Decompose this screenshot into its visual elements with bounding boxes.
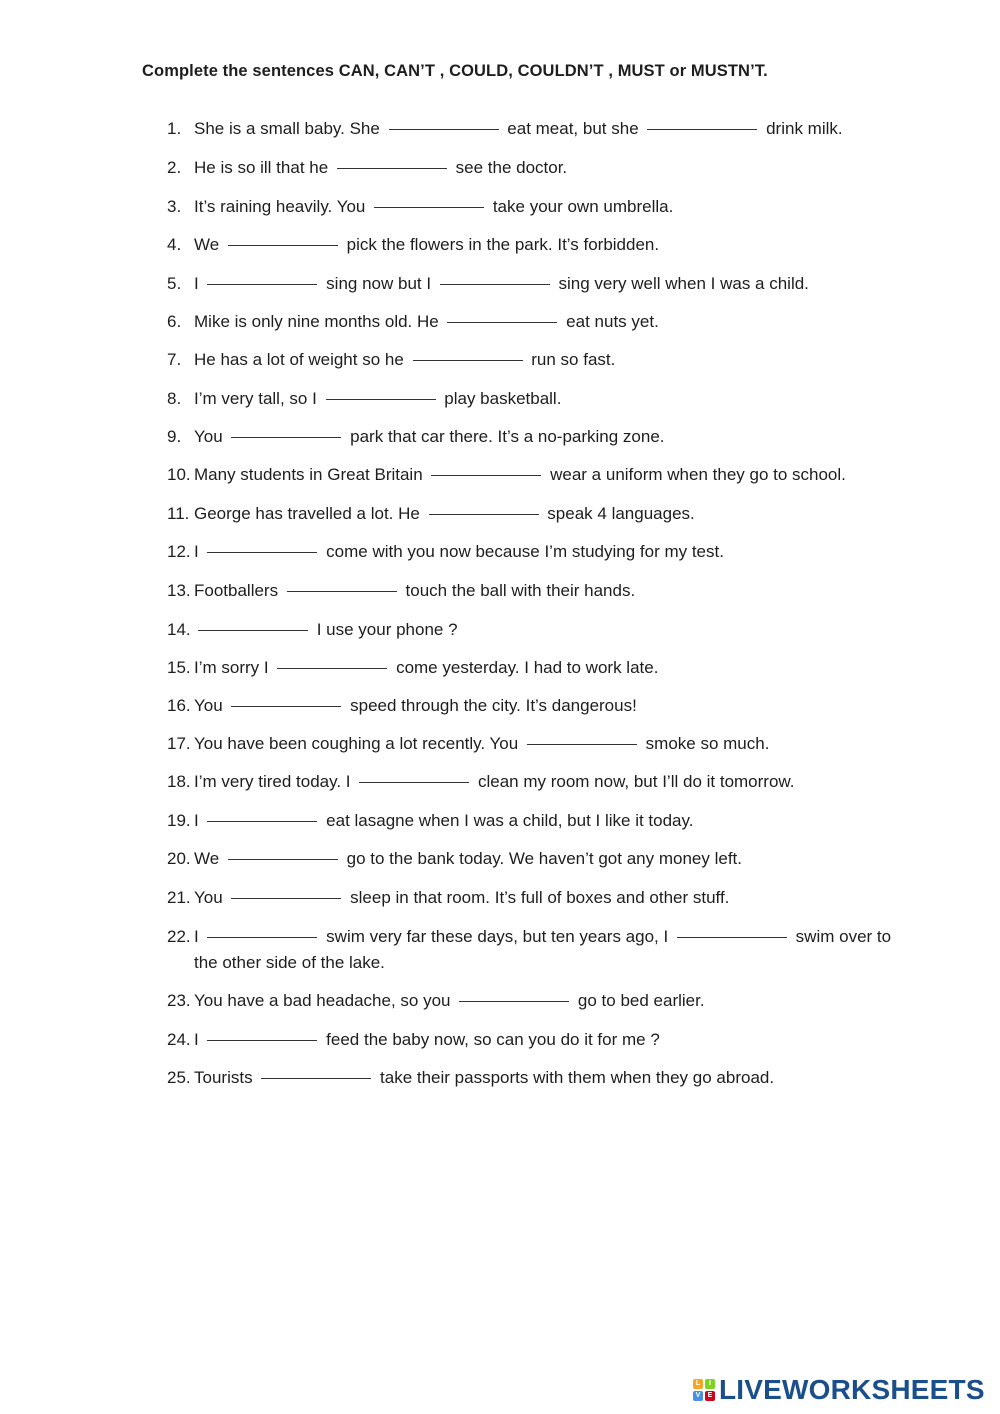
item-sentence: [194, 386, 907, 412]
item-number: 15.: [167, 658, 191, 677]
item-number: 25.: [167, 1068, 191, 1087]
item-number: 16.: [167, 696, 191, 715]
sentence-part: eat lasagne when I was a child, but I like it today.: [321, 811, 694, 830]
exercise-item: [167, 1065, 907, 1091]
exercise-item: [167, 424, 907, 450]
answer-blank[interactable]: [228, 858, 338, 860]
answer-blank[interactable]: [359, 781, 469, 783]
exercise-item: [167, 539, 907, 565]
sentence-part: eat nuts yet.: [561, 312, 659, 331]
sentence-part: speed through the city. It’s dangerous!: [345, 696, 637, 715]
logo-mark-tile: L: [693, 1379, 703, 1389]
exercise-item: [167, 386, 907, 412]
exercise-item: [167, 462, 907, 488]
exercise-item: [167, 808, 907, 834]
sentence-part: You: [194, 888, 228, 907]
answer-blank[interactable]: [277, 667, 387, 669]
sentence-part: I’m very tired today. I: [194, 772, 356, 791]
answer-blank[interactable]: [413, 359, 523, 361]
item-number: 13.: [167, 581, 191, 600]
exercise-item: [167, 155, 907, 181]
sentence-part: Tourists: [194, 1068, 258, 1087]
exercise-item: [167, 271, 907, 297]
item-number: 19.: [167, 811, 191, 830]
sentence-part: feed the baby now, so can you do it for me ?: [321, 1030, 660, 1049]
sentence-part: George has travelled a lot. He: [194, 504, 425, 523]
item-sentence: [194, 808, 907, 834]
item-number: 6.: [167, 312, 182, 331]
sentence-part: I’m very tall, so I: [194, 389, 322, 408]
answer-blank[interactable]: [374, 206, 484, 208]
item-sentence: [194, 885, 907, 911]
sentence-part: It’s raining heavily. You: [194, 197, 371, 216]
answer-blank[interactable]: [228, 244, 338, 246]
answer-blank[interactable]: [326, 398, 436, 400]
item-sentence: [194, 194, 907, 220]
answer-blank[interactable]: [647, 128, 757, 130]
sentence-part: take their passports with them when they go abroad.: [375, 1068, 775, 1087]
answer-blank[interactable]: [207, 283, 317, 285]
sentence-part: come with you now because I’m studying for my test.: [321, 542, 724, 561]
answer-blank[interactable]: [231, 705, 341, 707]
item-number: 18.: [167, 772, 191, 791]
item-number: 5.: [167, 274, 182, 293]
sentence-part: swim very far these days, but ten years ago, I: [321, 927, 673, 946]
answer-blank[interactable]: [207, 936, 317, 938]
answer-blank[interactable]: [207, 820, 317, 822]
answer-blank[interactable]: [231, 436, 341, 438]
exercise-item: [167, 232, 907, 258]
item-sentence: [194, 155, 907, 181]
sentence-part: You have been coughing a lot recently. You: [194, 734, 523, 753]
sentence-part: We: [194, 849, 224, 868]
item-sentence: [194, 347, 907, 373]
sentence-part: drink milk.: [761, 119, 843, 138]
sentence-part: clean my room now, but I’ll do it tomorrow.: [473, 772, 795, 791]
exercise-item: [167, 988, 907, 1014]
sentence-part: sing very well when I was a child.: [553, 274, 809, 293]
sentence-part: I’m sorry I: [194, 658, 274, 677]
sentence-part: Footballers: [194, 581, 283, 600]
item-number: 23.: [167, 991, 191, 1010]
item-number: 1.: [167, 119, 182, 138]
liveworksheets-logo: [693, 1374, 985, 1406]
item-sentence: [194, 924, 907, 976]
item-sentence: [194, 1027, 907, 1053]
answer-blank[interactable]: [337, 167, 447, 169]
item-number: 9.: [167, 427, 182, 446]
answer-blank[interactable]: [207, 551, 317, 553]
sentence-part: come yesterday. I had to work late.: [391, 658, 659, 677]
logo-mark-tile: E: [705, 1391, 715, 1401]
sentence-part: pick the flowers in the park. It’s forbidden.: [341, 235, 660, 254]
item-number: 10.: [167, 465, 191, 484]
item-number: 12.: [167, 542, 191, 561]
item-number: 20.: [167, 849, 191, 868]
exercise-item: [167, 655, 907, 681]
sentence-part: I: [194, 811, 204, 830]
exercise-item: [167, 116, 907, 142]
exercise-item: [167, 846, 907, 872]
answer-blank[interactable]: [440, 283, 550, 285]
sentence-part: She is a small baby. She: [194, 119, 385, 138]
item-sentence: [194, 539, 907, 565]
sentence-part: Mike is only nine months old. He: [194, 312, 444, 331]
exercise-item: [167, 1027, 907, 1053]
item-sentence: [194, 846, 907, 872]
answer-blank[interactable]: [287, 590, 397, 592]
sentence-part: park that car there. It’s a no-parking zone.: [345, 427, 665, 446]
exercise-item: [167, 578, 907, 604]
exercise-item: [167, 731, 907, 757]
item-number: 24.: [167, 1030, 191, 1049]
answer-blank[interactable]: [389, 128, 499, 130]
item-sentence: [194, 655, 907, 681]
answer-blank[interactable]: [198, 629, 308, 631]
answer-blank[interactable]: [527, 743, 637, 745]
exercise-item: [167, 309, 907, 335]
sentence-part: You: [194, 427, 228, 446]
sentence-part: swim over to the other side of the lake.: [194, 927, 892, 972]
sentence-part: We: [194, 235, 224, 254]
sentence-part: You have a bad headache, so you: [194, 991, 456, 1010]
sentence-part: smoke so much.: [640, 734, 770, 753]
exercise-item: [167, 194, 907, 220]
sentence-part: He has a lot of weight so he: [194, 350, 409, 369]
item-sentence: [194, 769, 907, 795]
sentence-part: run so fast.: [526, 350, 616, 369]
item-number: 17.: [167, 734, 191, 753]
exercise-item: [167, 347, 907, 373]
sentence-part: see the doctor.: [450, 158, 568, 177]
logo-mark-tile: I: [705, 1379, 715, 1389]
item-number: 14.: [167, 620, 191, 639]
item-sentence: [194, 693, 907, 719]
exercise-item: [167, 885, 907, 911]
logo-text: LIVEWORKSHEETS: [719, 1374, 985, 1405]
item-sentence: [194, 116, 907, 142]
exercise-item: [167, 924, 907, 976]
item-sentence: [194, 988, 907, 1014]
item-sentence: [194, 462, 907, 488]
sentence-part: play basketball.: [439, 389, 562, 408]
sentence-part: I: [194, 542, 204, 561]
sentence-part: sing now but I: [321, 274, 436, 293]
item-number: 3.: [167, 197, 182, 216]
item-sentence: [194, 424, 907, 450]
sentence-part: I: [194, 1030, 204, 1049]
item-number: 11.: [167, 504, 190, 523]
sentence-part: I use your phone ?: [312, 620, 458, 639]
exercise-item: [167, 617, 907, 643]
answer-blank[interactable]: [261, 1077, 371, 1079]
answer-blank[interactable]: [459, 1000, 569, 1002]
item-sentence: [194, 731, 907, 757]
answer-blank[interactable]: [677, 936, 787, 938]
item-sentence: [194, 232, 907, 258]
item-sentence: [194, 501, 907, 527]
item-number: 2.: [167, 158, 182, 177]
sentence-part: He is so ill that he: [194, 158, 333, 177]
sentence-part: I: [194, 274, 204, 293]
item-sentence: [194, 309, 907, 335]
sentence-part: I: [194, 927, 204, 946]
item-number: 7.: [167, 350, 182, 369]
item-number: 8.: [167, 389, 182, 408]
page-title: Complete the sentences CAN, CAN’T , COULD, COULDN’T , MUST or MUSTN’T.: [142, 62, 768, 80]
exercise-item: [167, 501, 907, 527]
item-sentence: [194, 617, 907, 643]
sentence-part: touch the ball with their hands.: [400, 581, 636, 600]
item-sentence: [194, 578, 907, 604]
sentence-part: sleep in that room. It’s full of boxes and other stuff.: [345, 888, 730, 907]
item-sentence: [194, 271, 907, 297]
item-number: 4.: [167, 235, 182, 254]
answer-blank[interactable]: [207, 1039, 317, 1041]
sentence-part: You: [194, 696, 228, 715]
sentence-part: go to the bank today. We haven’t got any money left.: [341, 849, 742, 868]
item-number: 22.: [167, 927, 191, 946]
exercise-item: [167, 769, 907, 795]
exercise-item: [167, 693, 907, 719]
sentence-part: eat meat, but she: [502, 119, 644, 138]
logo-mark-tile: V: [693, 1391, 703, 1401]
item-number: 21.: [167, 888, 191, 907]
sentence-part: wear a uniform when they go to school.: [545, 465, 846, 484]
sentence-part: speak 4 languages.: [542, 504, 695, 523]
item-sentence: [194, 1065, 907, 1091]
sentence-part: Many students in Great Britain: [194, 465, 428, 484]
logo-mark-icon: [693, 1379, 715, 1401]
answer-blank[interactable]: [447, 321, 557, 323]
sentence-part: go to bed earlier.: [573, 991, 705, 1010]
sentence-part: take your own umbrella.: [488, 197, 674, 216]
answer-blank[interactable]: [231, 897, 341, 899]
answer-blank[interactable]: [431, 474, 541, 476]
answer-blank[interactable]: [429, 513, 539, 515]
